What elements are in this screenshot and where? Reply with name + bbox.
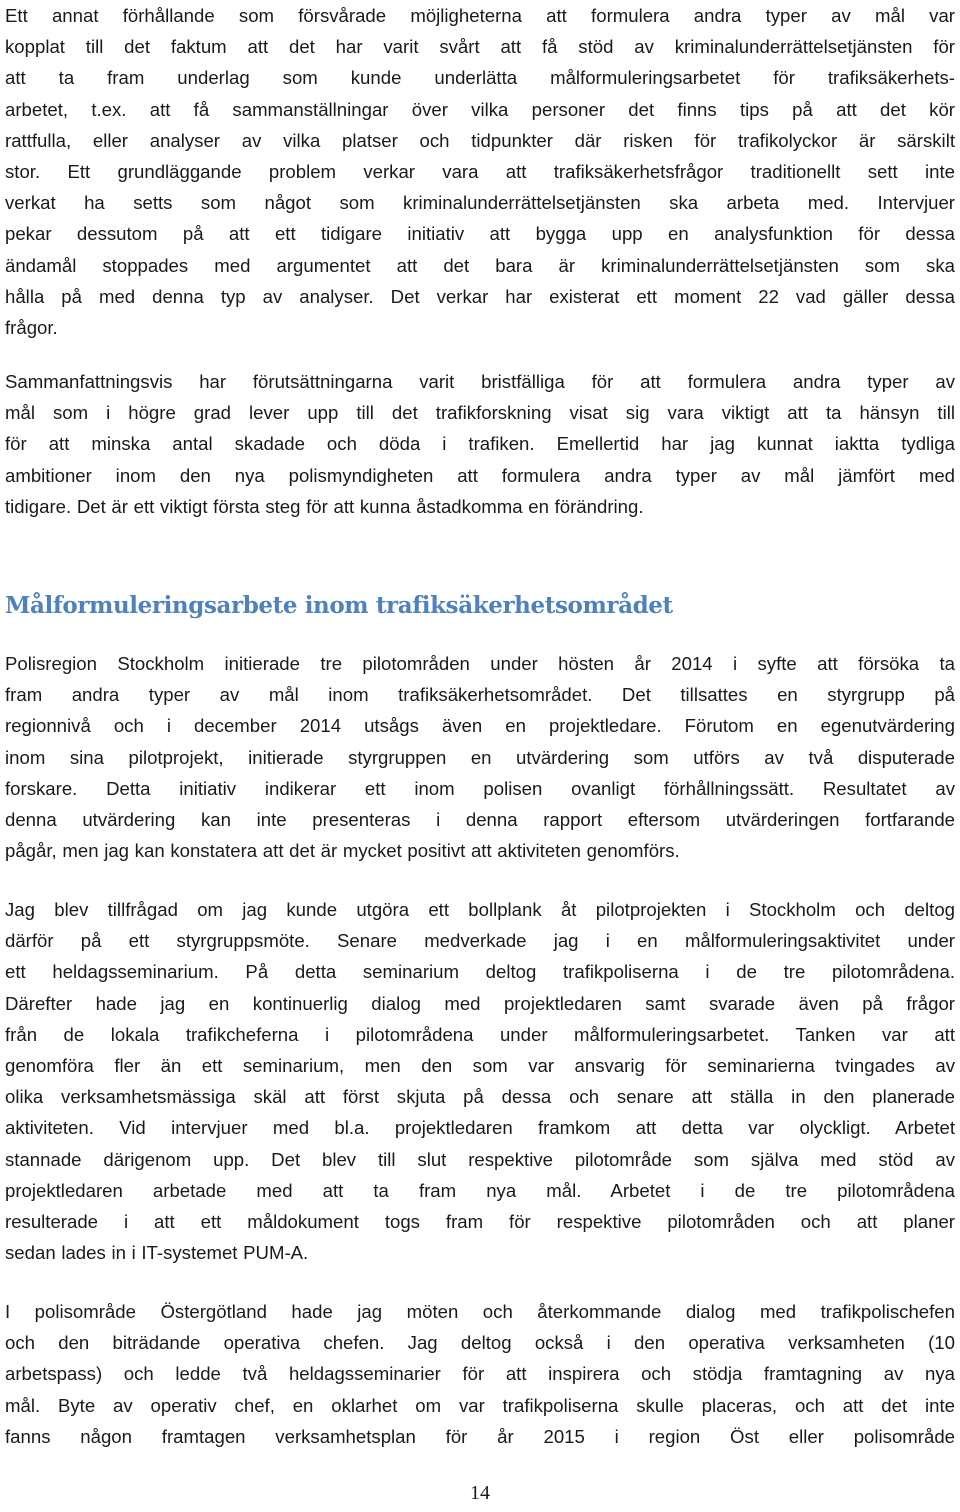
text-line: och den biträdande operativa chefen. Jag deltog också i den operativa verksamheten (10 bbox=[5, 1332, 955, 1354]
text-line: inom sina pilotprojekt, initierade styrgruppen en utvärdering som utförs av två disputerade bbox=[5, 746, 955, 768]
text-line: aktiviteten. Vid intervjuer med bl.a. projektledaren framkom att detta var olyckligt. Arbetet bbox=[5, 1117, 955, 1139]
text-line: tidigare. Det är ett viktigt första steg för att kunna åstadkomma en förändring. bbox=[5, 495, 644, 517]
text-line: ett heldagsseminarium. På detta seminarium deltog trafikpoliserna i de tre pilotområdena. bbox=[5, 961, 955, 983]
paragraph-5 bbox=[5, 1296, 955, 1452]
text-line: Därefter hade jag en kontinuerlig dialog med projektledaren samt svarade även på frågor bbox=[5, 992, 955, 1014]
text-line: genomföra fler än ett seminarium, men den som var ansvarig för seminarierna tvingades av bbox=[5, 1055, 955, 1077]
text-line: arbetspass) och ledde två heldagsseminarier för att inspirera och stödja framtagning av nya bbox=[5, 1363, 955, 1385]
paragraph-4 bbox=[5, 894, 955, 1268]
paragraph-2 bbox=[5, 366, 955, 522]
text-line: mål som i högre grad lever upp till det trafikforskning visat sig vara viktigt att ta hänsyn till bbox=[5, 402, 955, 424]
text-line: projektledaren arbetade med att ta fram nya mål. Arbetet i de tre pilotområdena bbox=[5, 1179, 955, 1201]
text-line: för att minska antal skadade och döda i trafiken. Emellertid har jag kunnat iaktta tydliga bbox=[5, 433, 955, 455]
text-line: forskare. Detta initiativ indikerar ett inom polisen ovanligt förhållningssätt. Resultatet av bbox=[5, 777, 955, 799]
text-line: Ett annat förhållande som försvårade möjligheterna att formulera andra typer av mål var bbox=[5, 5, 955, 26]
text-line: pågår, men jag kan konstatera att det är mycket positivt att aktiviteten genomförs. bbox=[5, 840, 680, 862]
text-line: ambitioner inom den nya polismyndigheten att formulera andra typer av mål jämfört med bbox=[5, 464, 955, 486]
text-line: I polisområde Östergötland hade jag möten och återkommande dialog med trafikpolischefen bbox=[5, 1301, 955, 1322]
text-line: frågor. bbox=[5, 317, 58, 339]
text-line: arbetet, t.ex. att få sammanställningar över vilka personer det finns tips på att det kör bbox=[5, 98, 955, 120]
text-line: från de lokala trafikcheferna i pilotområdena under målformuleringsarbetet. Tanken var att bbox=[5, 1023, 955, 1045]
text-line: ändamål stoppades med argumentet att det bara är kriminalunderrättelsetjänsten som ska bbox=[5, 254, 955, 276]
text-line: att ta fram underlag som kunde underlätta målformuleringsarbetet för trafiksäkerhets- bbox=[5, 67, 955, 89]
text-line: mål. Byte av operativ chef, en oklarhet om var trafikpoliserna skulle placeras, och att det inte bbox=[5, 1394, 955, 1416]
text-line: sedan lades in i IT-systemet PUM-A. bbox=[5, 1242, 309, 1264]
text-line: olika verksamhetsmässiga skäl att först skjuta på dessa och senare att ställa in den planerade bbox=[5, 1086, 955, 1108]
text-line: denna utvärdering kan inte presenteras i denna rapport eftersom utvärderingen fortfarande bbox=[5, 809, 955, 831]
text-line: regionnivå och i december 2014 utsågs även en projektledare. Förutom en egenutvärdering bbox=[5, 715, 955, 737]
text-line: verkat ha setts som något som kriminalunderrättelsetjänsten ska arbeta med. Intervjuer bbox=[5, 192, 955, 214]
page-number: 14 bbox=[470, 1482, 490, 1504]
text-line: därför på ett styrgruppsmöte. Senare medverkade jag i en målformuleringsaktivitet under bbox=[5, 930, 955, 952]
text-line: hålla på med denna typ av analyser. Det verkar har existerat ett moment 22 vad gäller dessa bbox=[5, 285, 955, 307]
text-line: stannade därigenom upp. Det blev till slut respektive pilotområde som själva med stöd av bbox=[5, 1148, 955, 1170]
paragraph-1 bbox=[5, 0, 955, 343]
text-line: Jag blev tillfrågad om jag kunde utgöra ett bollplank åt pilotprojekten i Stockholm och deltog bbox=[5, 899, 955, 920]
text-line: fanns någon framtagen verksamhetsplan för år 2015 i region Öst eller polisområde bbox=[5, 1425, 955, 1447]
section-heading: Målformuleringsarbete inom trafiksäkerhetsområdet bbox=[5, 592, 673, 619]
text-line: kopplat till det faktum att det har varit svårt att få stöd av kriminalunderrättelsetjänsten för bbox=[5, 36, 955, 58]
text-line: resulterade i att ett måldokument togs fram för respektive pilotområden och att planer bbox=[5, 1211, 955, 1233]
text-line: stor. Ett grundläggande problem verkar vara att trafiksäkerhetsfrågor traditionellt sett inte bbox=[5, 161, 955, 183]
text-line: fram andra typer av mål inom trafiksäkerhetsområdet. Det tillsattes en styrgrupp på bbox=[5, 684, 955, 706]
text-line: pekar dessutom på att ett tidigare initiativ att bygga upp en analysfunktion för dessa bbox=[5, 223, 955, 245]
text-line: Sammanfattningsvis har förutsättningarna varit bristfälliga för att formulera andra typer av bbox=[5, 371, 955, 392]
text-line: rattfulla, eller analyser av vilka platser och tidpunkter där risken för trafikolyckor är särskilt bbox=[5, 129, 955, 151]
paragraph-3 bbox=[5, 648, 955, 866]
text-line: Polisregion Stockholm initierade tre pilotområden under hösten år 2014 i syfte att försöka ta bbox=[5, 653, 955, 674]
